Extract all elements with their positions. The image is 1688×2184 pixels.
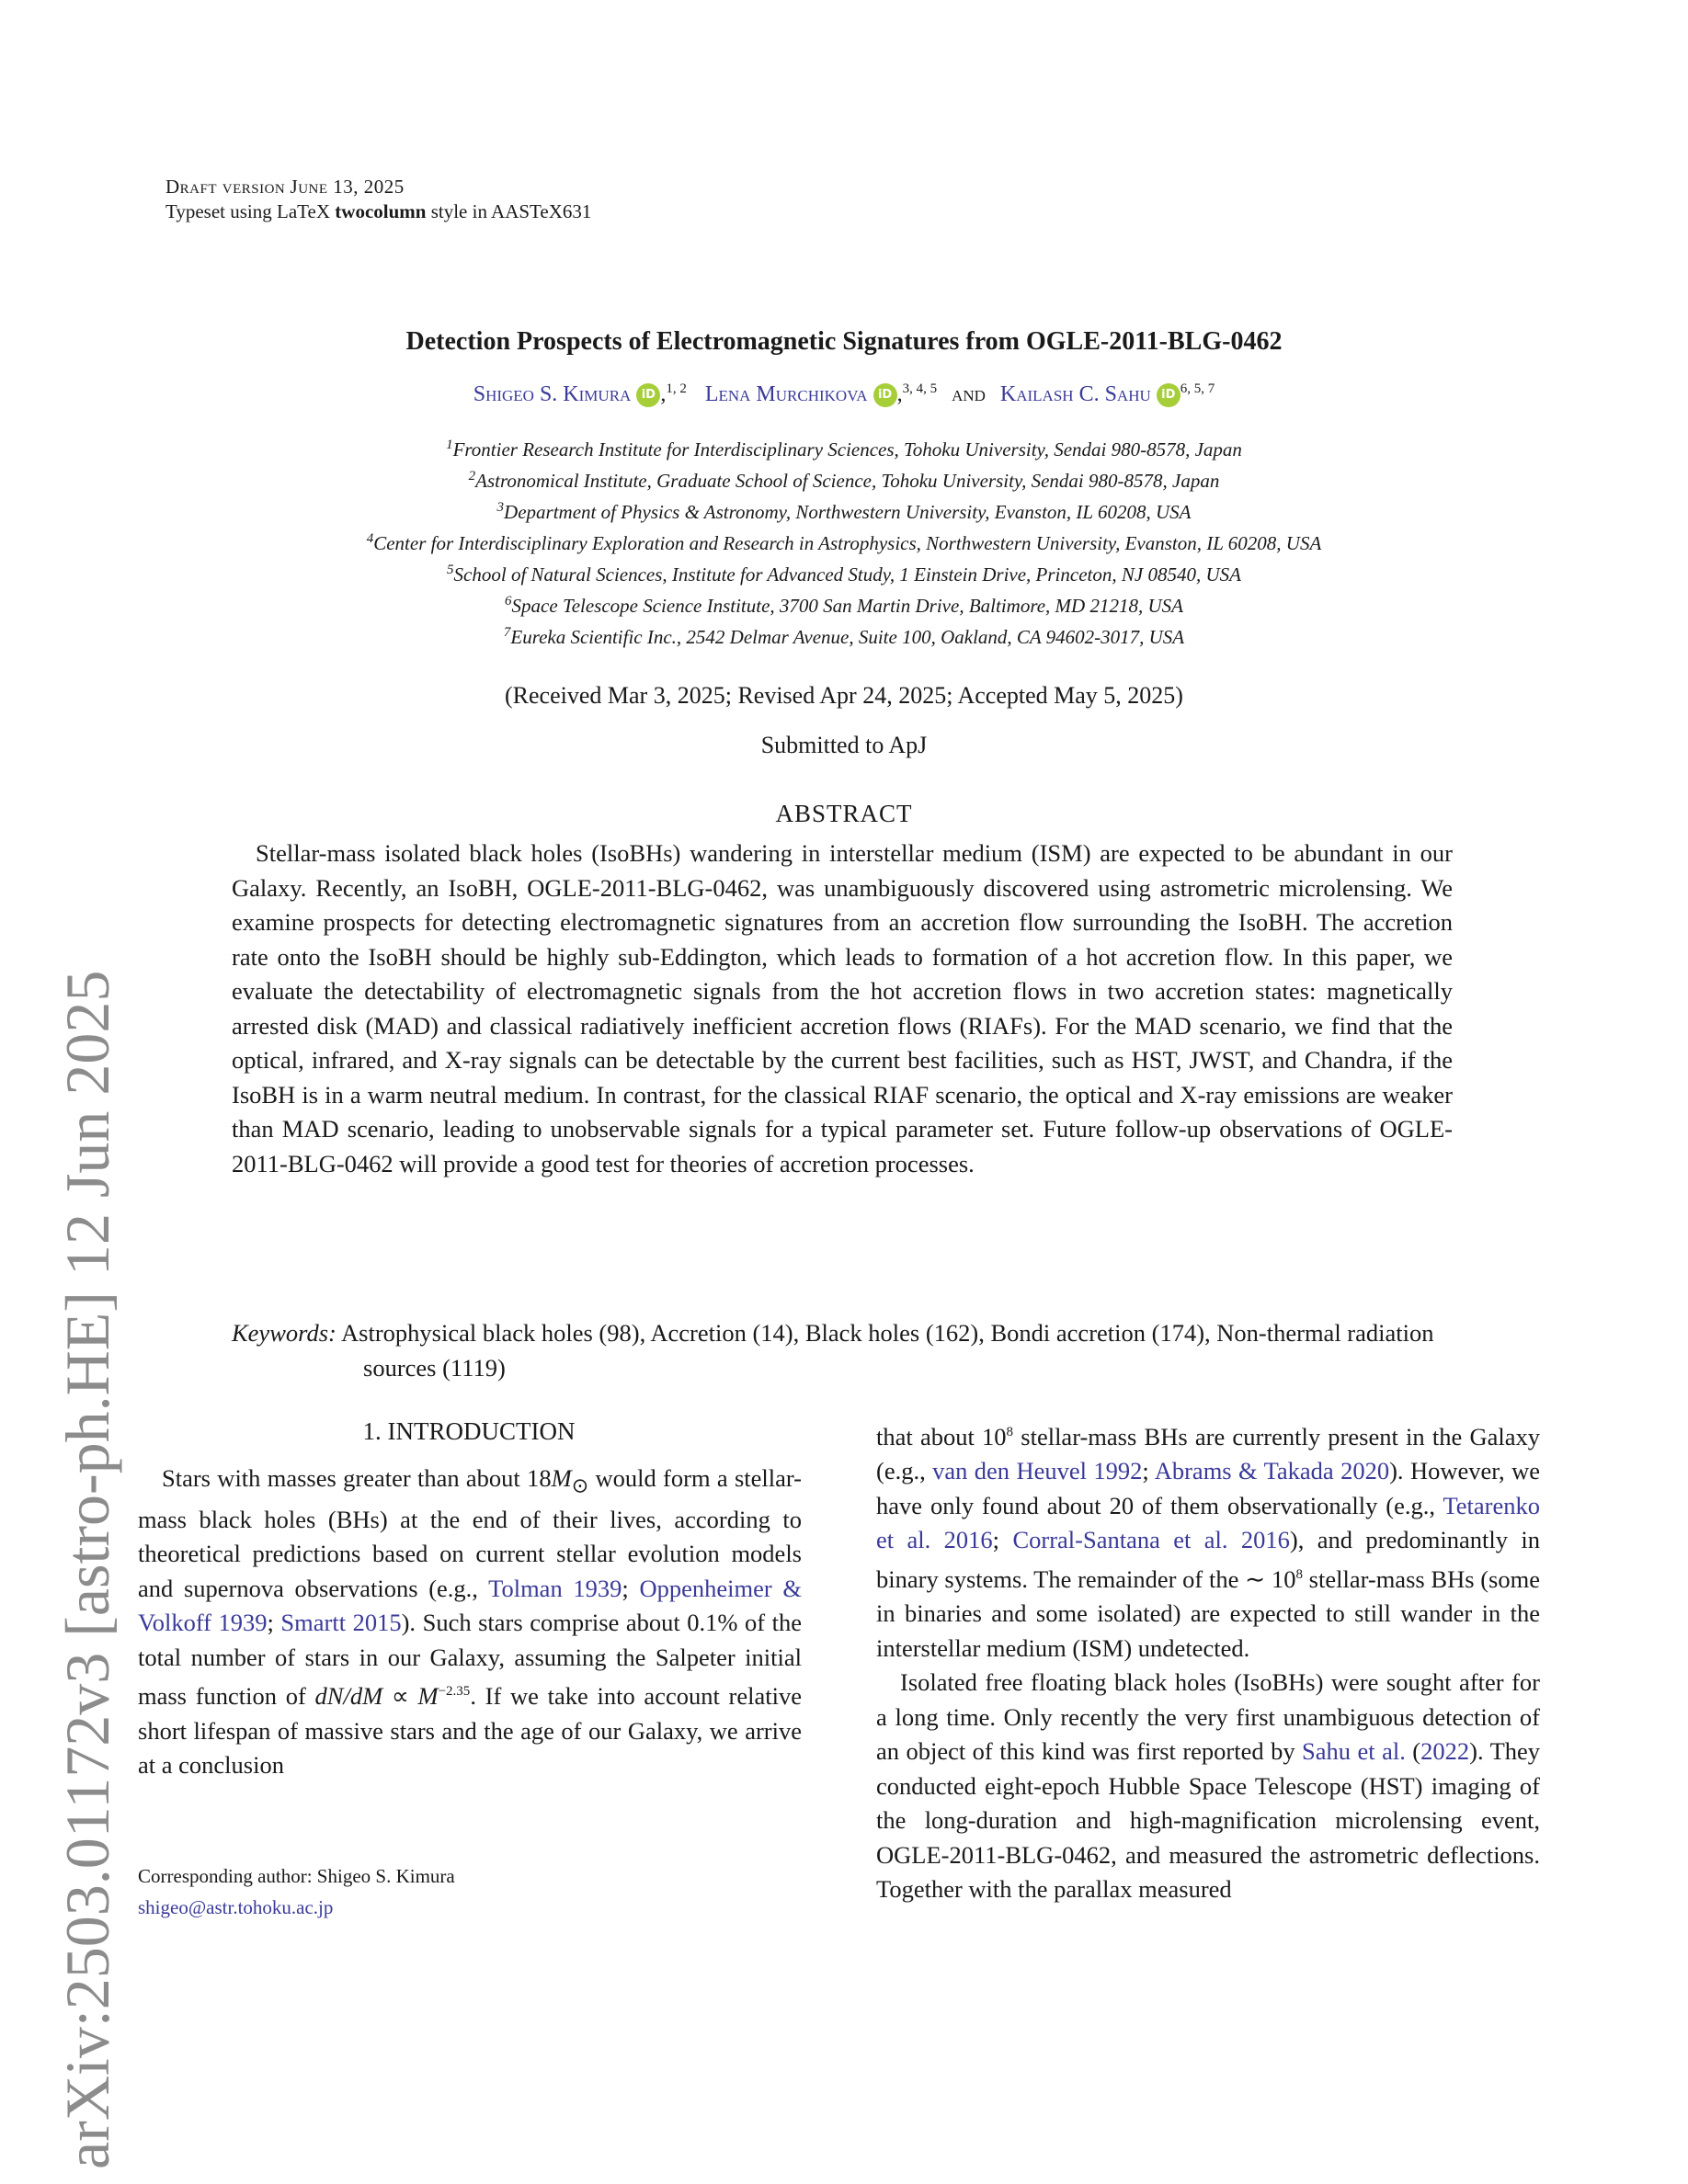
affil-num: 7 bbox=[503, 625, 511, 640]
submitted-to: Submitted to ApJ bbox=[760, 732, 928, 758]
author-name[interactable]: Shigeo S. Kimura bbox=[473, 382, 632, 406]
author-affil: 3, 4, 5 bbox=[902, 381, 938, 396]
author-separator: , bbox=[896, 382, 903, 406]
citation-link[interactable]: Tolman 1939 bbox=[488, 1574, 622, 1602]
affil-text: Eureka Scientific Inc., 2542 Delmar Avenue, Suite 100, Oakland, CA 94602-3017, USA bbox=[510, 626, 1185, 648]
draft-prefix: Draft version bbox=[165, 176, 286, 198]
math-expression: dN/dM bbox=[314, 1682, 383, 1711]
affil-num: 2 bbox=[468, 469, 476, 483]
body-text: stellar-mass BHs are currently present in the Galaxy (e.g., bbox=[876, 1422, 1540, 1485]
affil-text: School of Natural Sciences, Institute for Advanced Study, 1 Einstein Drive, Princeton, NJ 08540, USA bbox=[453, 563, 1241, 586]
intro-column-right bbox=[876, 1416, 1540, 1907]
body-text: that about 10 bbox=[876, 1422, 1007, 1450]
affil-num: 4 bbox=[366, 531, 374, 546]
citation-link[interactable]: 2022 bbox=[1420, 1737, 1470, 1766]
keywords bbox=[232, 1316, 1454, 1385]
received-dates: (Received Mar 3, 2025; Revised Apr 24, 2025; Accepted May 5, 2025) bbox=[505, 682, 1183, 709]
affil-text: Frontier Research Institute for Interdisciplinary Sciences, Tohoku University, Sendai 980-8578, Japan bbox=[452, 438, 1242, 461]
typeset-style: twocolumn bbox=[335, 200, 427, 222]
body-text: ). However, we have only found about 20 of them observationally (e.g., bbox=[876, 1457, 1540, 1519]
math-symbol: M bbox=[551, 1464, 572, 1492]
author-separator: , bbox=[660, 382, 667, 406]
citation-link[interactable]: Corral-Santana et al. 2016 bbox=[1012, 1526, 1290, 1554]
draft-line bbox=[165, 175, 405, 199]
arxiv-sidebar: arXiv:2503.01172v3 [astro-ph.HE] 12 Jun 2025 bbox=[52, 970, 122, 2169]
math-subscript: ⊙ bbox=[571, 1473, 589, 1497]
typeset-suffix: style in AASTeX631 bbox=[426, 200, 592, 222]
typeset-line bbox=[165, 199, 591, 224]
affil-num: 3 bbox=[496, 500, 505, 515]
author-name[interactable]: Kailash C. Sahu bbox=[999, 382, 1151, 406]
footnote bbox=[138, 1860, 455, 1923]
author-affil: 6, 5, 7 bbox=[1180, 381, 1215, 396]
section-heading: 1. INTRODUCTION bbox=[362, 1417, 576, 1445]
citation-link[interactable]: Abrams & Takada 2020 bbox=[1154, 1457, 1390, 1485]
affil-text: Department of Physics & Astronomy, Northwestern University, Evanston, IL 60208, USA bbox=[504, 501, 1192, 523]
typeset-prefix: Typeset using bbox=[165, 200, 278, 222]
citation-separator: ; bbox=[267, 1609, 281, 1637]
abstract-text: Stellar-mass isolated black holes (IsoBHs) wandering in interstellar medium (ISM) are expected to be abundant in our Galaxy. Recently, an IsoBH, OGLE-2011-BLG-0462, was unambiguously discovered using astrometric microlensing. We examine prospects for detecting electromagnetic signatures from an accretion flow surrounding the IsoBH. The accretion rate onto the IsoBH should be highly sub-Eddington, which leads to formation of a hot accretion flow. In this paper, we evaluate the detectability of electromagnetic signals from the hot accretion flows in two accretion states: magnetically arrested disk (MAD) and classical radiatively inefficient accretion flows (RIAFs). For the MAD scenario, we find that the optical, infrared, and X-ray signals can be detectable by the current best facilities, such as HST, JWST, and Chandra, if the IsoBH is in a warm neutral medium. In contrast, for the classical RIAF scenario, the optical and X-ray emissions are weaker than MAD scenario, leading to unobservable signals for a typical parameter set. Future follow-up observations of OGLE-2011-BLG-0462 will provide a good test for theories of accretion processes. bbox=[232, 839, 1453, 1177]
author-and: and bbox=[952, 382, 986, 406]
orcid-icon[interactable]: iD bbox=[636, 383, 660, 407]
author-name[interactable]: Lena Murchikova bbox=[704, 382, 868, 406]
orcid-icon[interactable]: iD bbox=[1157, 383, 1180, 407]
keywords-list: Astrophysical black holes (98), Accretion (14), Black holes (162), Bondi accretion (174), Non-thermal radiation sources (1119) bbox=[341, 1319, 1434, 1382]
affil-num: 1 bbox=[446, 438, 453, 452]
citation-link[interactable]: Oppenheimer & Volkoff 1939 bbox=[138, 1574, 802, 1637]
citation-separator: ; bbox=[992, 1526, 1013, 1554]
author-affil: 1, 2 bbox=[666, 381, 687, 396]
body-text: ( bbox=[1405, 1737, 1421, 1766]
math-operator: ∝ bbox=[382, 1682, 418, 1711]
paragraph bbox=[876, 1666, 1540, 1907]
body-text: ). Such stars comprise about 0.1% of the total number of stars in our Galaxy, assuming the Salpeter initial mass function of bbox=[138, 1609, 802, 1711]
affiliation bbox=[0, 617, 1688, 653]
math-exponent: 8 bbox=[1006, 1425, 1014, 1439]
citation-link[interactable]: Sahu et al. bbox=[1302, 1737, 1406, 1766]
affil-num: 6 bbox=[505, 594, 512, 609]
corresponding-author: Corresponding author: Shigeo S. Kimura bbox=[138, 1865, 455, 1887]
latex-logo: LaTeX bbox=[277, 200, 331, 222]
affil-num: 5 bbox=[447, 563, 454, 577]
keywords-label: Keywords: bbox=[232, 1319, 336, 1347]
affil-text: Space Telescope Science Institute, 3700 San Martin Drive, Baltimore, MD 21218, USA bbox=[511, 595, 1183, 617]
author-list bbox=[0, 381, 1688, 407]
citation-link[interactable]: Tetarenko et al. 2016 bbox=[876, 1491, 1540, 1554]
citation-link[interactable]: van den Heuvel 1992 bbox=[932, 1457, 1143, 1485]
body-text: would form a stellar-mass black holes (BHs) at the end of their lives, according to theoretical predictions based on current stellar evolution models and supernova observations (e.g., bbox=[138, 1464, 802, 1602]
body-text: stellar-mass BHs (some in binaries and some isolated) are expected to still wander in the interstellar medium (ISM) undetected. bbox=[876, 1564, 1540, 1662]
body-text: Isolated free floating black holes (IsoBHs) were sought after for a long time. Only recently the very first unambiguous detection of an object of this kind was first reported by bbox=[876, 1668, 1540, 1766]
affil-text: Astronomical Institute, Graduate School of Science, Tohoku University, Sendai 980-8578, Japan bbox=[475, 470, 1220, 492]
draft-date: June 13, 2025 bbox=[290, 176, 405, 198]
body-text: ), and predominantly in binary systems. The remainder of the ∼ 10 bbox=[876, 1526, 1540, 1593]
paragraph bbox=[876, 1416, 1540, 1666]
intro-column-left bbox=[138, 1462, 802, 1783]
body-text: ). They conducted eight-epoch Hubble Space Telescope (HST) imaging of the long-duration and high-magnification microlensing event, OGLE-2011-BLG-0462, and measured the astrometric deflections. Together with the parallax measured bbox=[876, 1737, 1541, 1904]
body-text: Stars with masses greater than about 18 bbox=[162, 1464, 552, 1492]
citation-separator: ; bbox=[1142, 1457, 1155, 1485]
math-symbol: M bbox=[417, 1682, 439, 1711]
author-email-link[interactable]: shigeo@astr.tohoku.ac.jp bbox=[138, 1896, 334, 1918]
orcid-icon[interactable]: iD bbox=[873, 383, 897, 407]
affil-text: Center for Interdisciplinary Exploration and Research in Astrophysics, Northwestern University, Evanston, IL 60208, USA bbox=[373, 532, 1322, 554]
citation-link[interactable]: Smartt 2015 bbox=[280, 1609, 402, 1637]
math-exponent: 8 bbox=[1295, 1566, 1303, 1582]
paper-title: Detection Prospects of Electromagnetic Signatures from OGLE-2011-BLG-0462 bbox=[405, 327, 1283, 356]
abstract-heading: ABSTRACT bbox=[775, 800, 913, 827]
body-text: . If we take into account relative short lifespan of massive stars and the age of our Galaxy, we arrive at a conclusion bbox=[138, 1682, 802, 1780]
citation-separator: ; bbox=[622, 1574, 640, 1602]
math-exponent: −2.35 bbox=[438, 1684, 471, 1700]
